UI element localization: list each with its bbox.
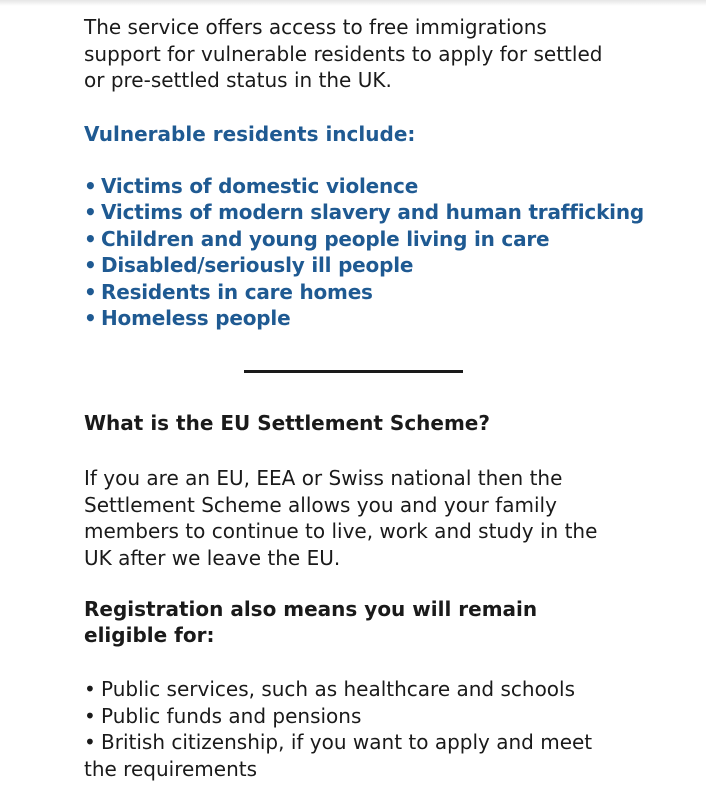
scheme-line-1: If you are an EU, EEA or Swiss national then the [84,466,563,490]
registration-heading [84,596,644,648]
intro-paragraph [84,14,666,94]
registration-benefits-list [84,676,644,782]
list-item: • Victims of domestic violence [84,173,419,198]
bullet-icon: • [84,279,97,304]
vulnerable-residents-list [84,173,666,332]
bullet-icon: • [84,200,97,224]
bullet-icon: • [84,253,97,277]
scheme-line-2: Settlement Scheme allows you and your family [84,492,557,517]
intro-line-2: support for vulnerable residents to apply for settled [84,41,603,66]
list-item: • Public services, such as healthcare and schools [84,677,576,701]
registration-heading-line-1: Registration also means you will remain [84,597,538,621]
registration-heading-line-2: eligible for: [84,623,215,647]
list-item: • Residents in care homes [84,279,373,304]
bullet-icon: • [84,677,96,701]
list-item: • Victims of modern slavery and human trafficking [84,200,644,224]
list-item: • British citizenship, if you want to apply and meet the requirements [84,730,593,781]
bullet-icon: • [84,226,97,251]
scheme-paragraph [84,465,644,571]
intro-line-3: or pre-settled status in the UK. [84,68,392,92]
vulnerable-residents-heading: Vulnerable residents include: [84,121,416,146]
intro-line-1: The service offers access to free immigrations [84,15,547,39]
list-item-continuation: the requirements [84,756,258,781]
section-divider [244,370,463,373]
list-item: • Disabled/seriously ill people [84,253,414,277]
bullet-icon: • [84,703,96,728]
list-item: • Homeless people [84,306,291,330]
eu-settlement-scheme-heading: What is the EU Settlement Scheme? [84,411,490,435]
bullet-icon: • [84,173,97,198]
bullet-icon: • [84,306,97,330]
bullet-icon: • [84,730,96,754]
scheme-line-4: UK after we leave the EU. [84,545,341,570]
list-item: • Public funds and pensions [84,703,362,728]
list-item: • Children and young people living in care [84,226,550,251]
scheme-line-3: members to continue to live, work and study in the [84,519,598,543]
